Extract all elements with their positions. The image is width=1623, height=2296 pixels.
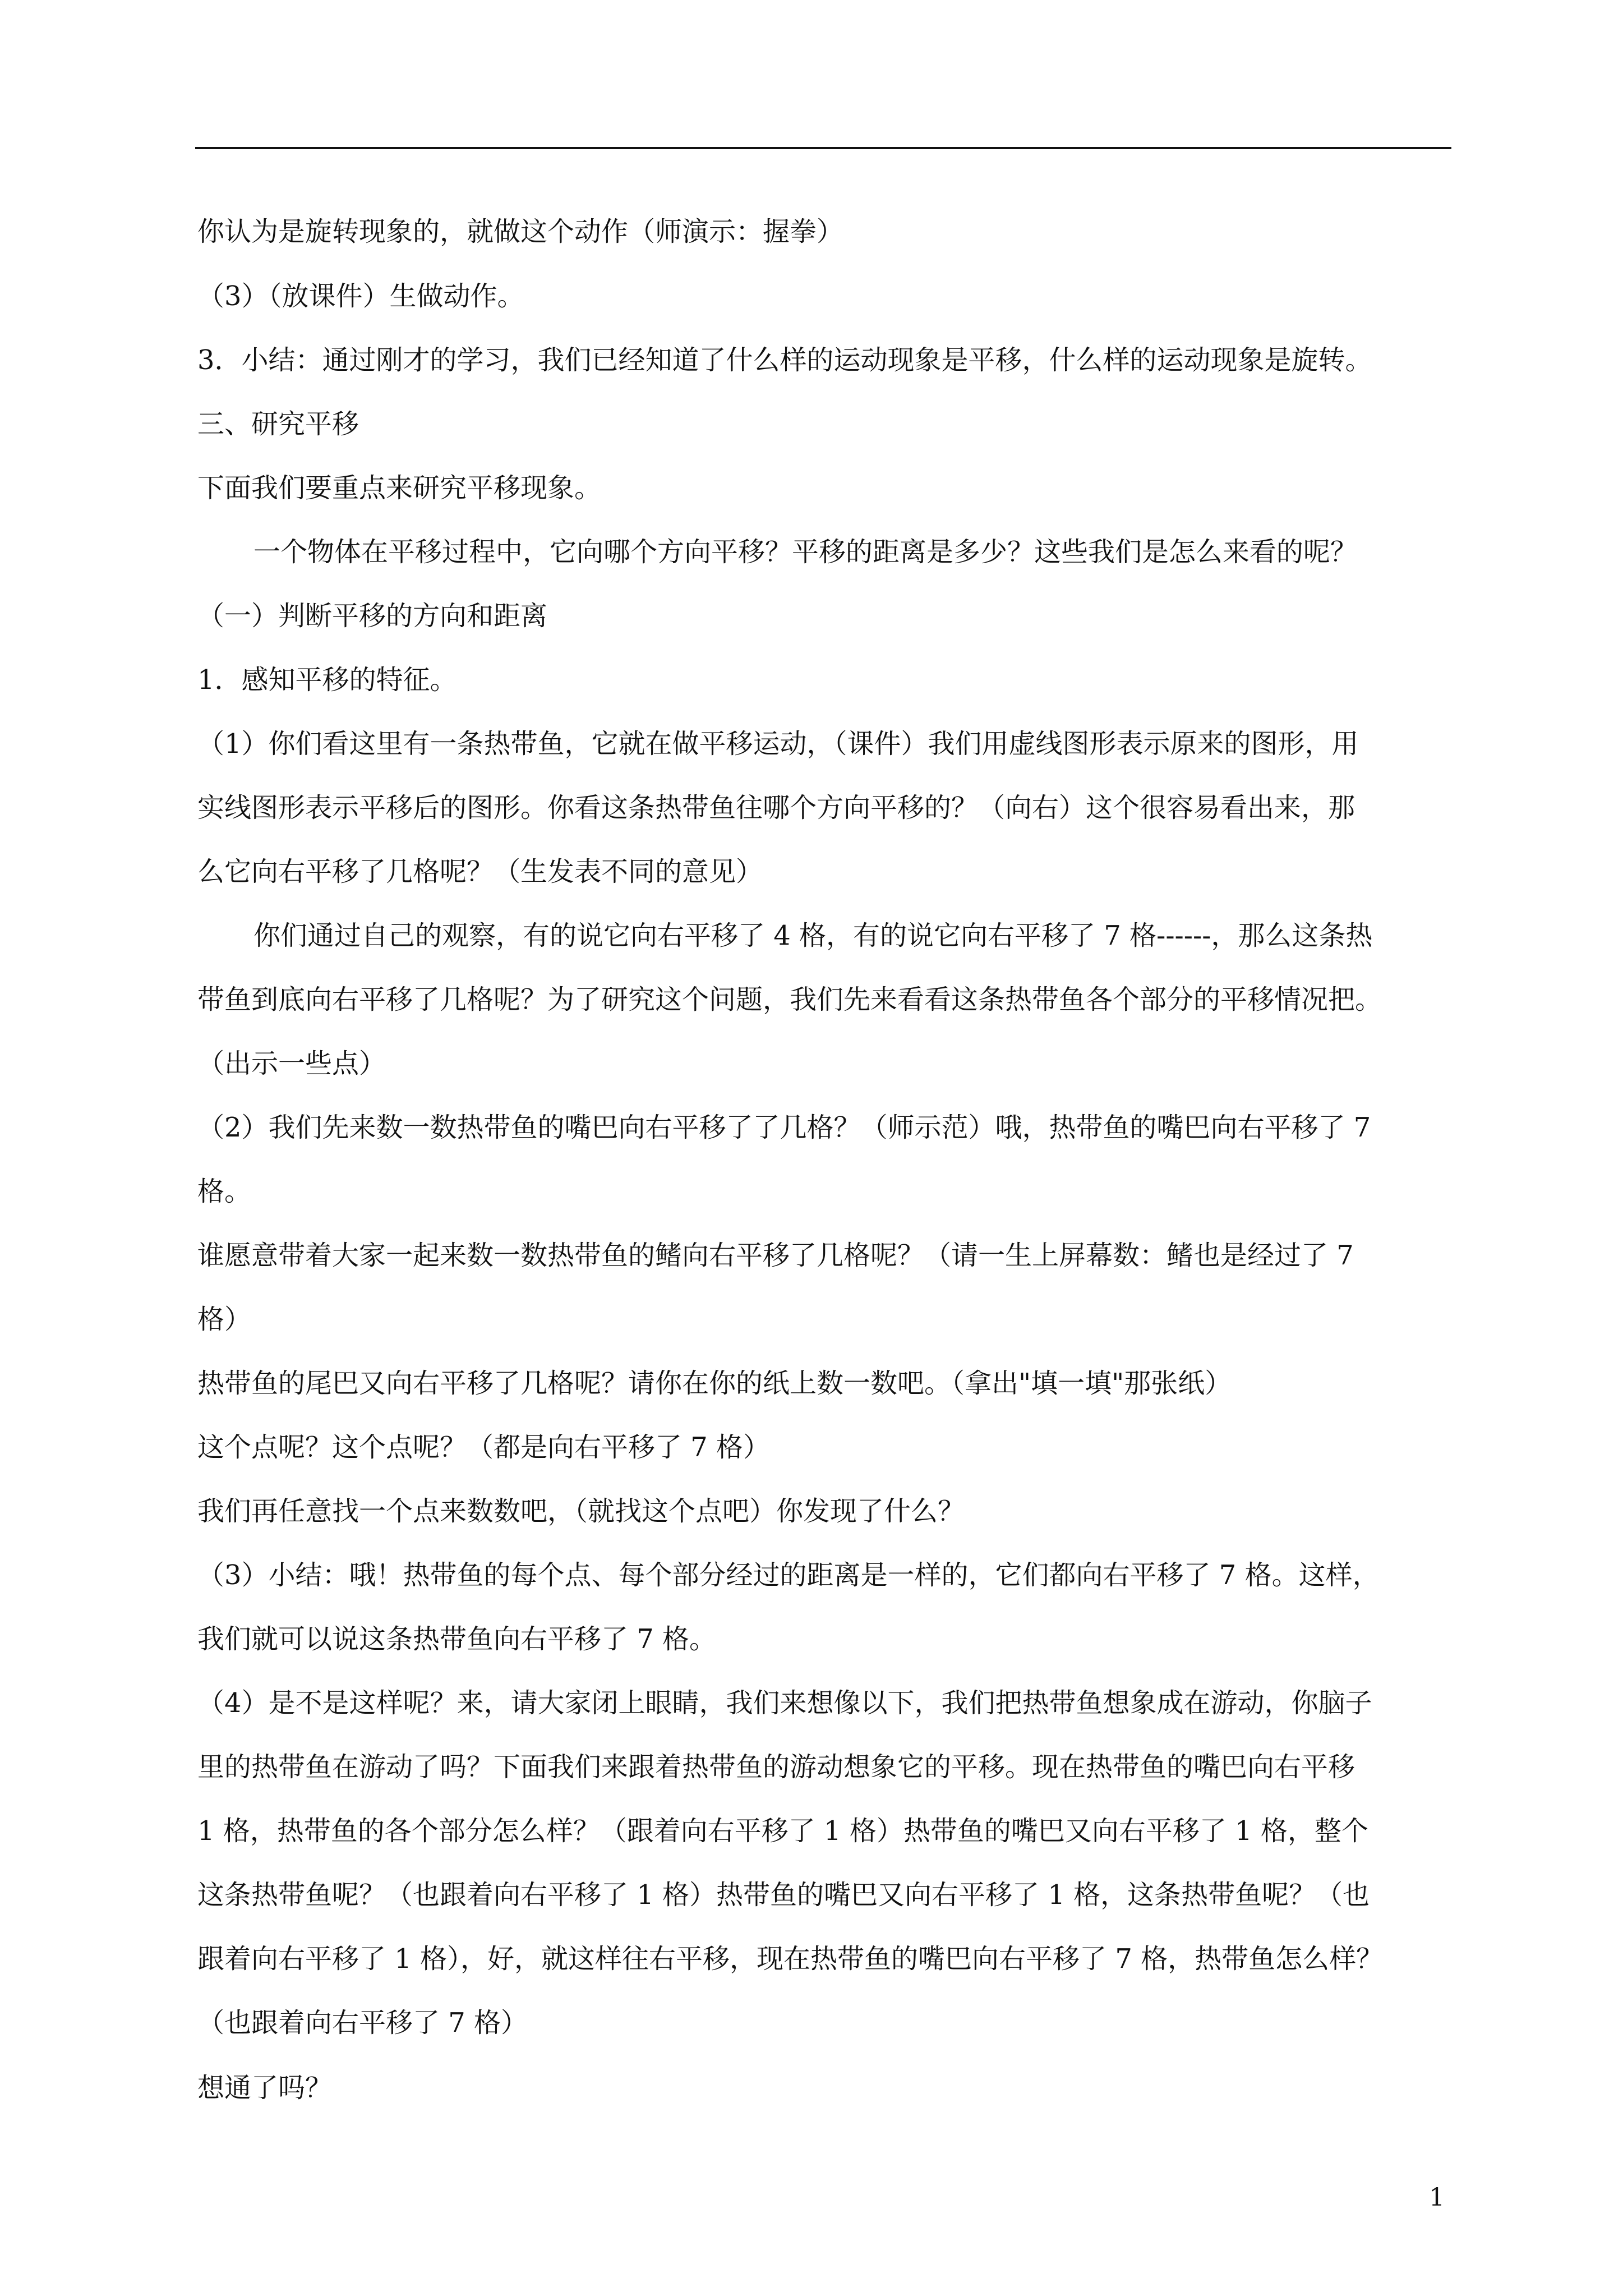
text-line: 跟着向右平移了 1 格），好，就这样往右平移，现在热带鱼的嘴巴向右平移了 7 格，热带鱼怎么样？: [197, 1943, 1384, 1975]
text-line: 带鱼到底向右平移了几格呢？为了研究这个问题，我们先来看看这条热带鱼各个部分的平移情况把。: [197, 984, 1382, 1015]
text-line: 么它向右平移了几格呢？（生发表不同的意见）: [197, 856, 763, 887]
text-line: 想通了吗？: [197, 2072, 333, 2104]
text-line: 3．小结：通过刚才的学习，我们已经知道了什么样的运动现象是平移，什么样的运动现象是旋转。: [197, 344, 1372, 376]
text-line: 格。: [197, 1176, 252, 1207]
text-line: 我们就可以说这条热带鱼向右平移了 7 格。: [197, 1623, 717, 1655]
text-line: （出示一些点）: [197, 1048, 386, 1079]
text-line: （也跟着向右平移了 7 格）: [197, 2007, 528, 2039]
text-line: 谁愿意带着大家一起来数一数热带鱼的鳍向右平移了几格呢？（请一生上屏幕数：鳍也是经过了 7: [197, 1240, 1354, 1271]
page-number: 1: [1429, 2183, 1445, 2212]
text-line: （3）小结：哦！热带鱼的每个点、每个部分经过的距离是一样的，它们都向右平移了 7 格。这样，: [197, 1559, 1380, 1591]
text-line: 下面我们要重点来研究平移现象。: [197, 472, 602, 504]
text-line: 热带鱼的尾巴又向右平移了几格呢？请你在你的纸上数一数吧。（拿出"填一填"那张纸）: [197, 1368, 1232, 1399]
text-line: 你认为是旋转现象的，就做这个动作（师演示：握拳）: [197, 216, 844, 247]
text-line: 你们通过自己的观察，有的说它向右平移了 4 格，有的说它向右平移了 7 格------，那么这条热: [253, 920, 1373, 951]
subsection-heading: （一）判断平移的方向和距离: [197, 600, 548, 632]
text-line: 我们再任意找一个点来数数吧，（就找这个点吧）你发现了什么？: [197, 1496, 965, 1527]
text-line: 一个物体在平移过程中，它向哪个方向平移？平移的距离是多少？这些我们是怎么来看的呢？: [253, 536, 1358, 568]
text-line: 1．感知平移的特征。: [197, 664, 457, 696]
text-line: （3）（放课件）生做动作。: [197, 280, 524, 312]
text-line: （1）你们看这里有一条热带鱼，它就在做平移运动，（课件）我们用虚线图形表示原来的图形，用: [197, 728, 1359, 760]
text-line: 格）: [197, 1304, 252, 1335]
section-heading: 三、研究平移: [197, 408, 359, 440]
text-line: 这条热带鱼呢？（也跟着向右平移了 1 格）热带鱼的嘴巴又向右平移了 1 格，这条热带鱼呢？（也: [197, 1879, 1370, 1911]
text-line: 1 格，热带鱼的各个部分怎么样？（跟着向右平移了 1 格）热带鱼的嘴巴又向右平移了 1 格，整个: [197, 1815, 1368, 1847]
text-line: （4）是不是这样呢？来，请大家闭上眼睛，我们来想像以下，我们把热带鱼想象成在游动，你脑子: [197, 1687, 1372, 1719]
text-line: 这个点呢？这个点呢？（都是向右平移了 7 格）: [197, 1432, 771, 1463]
text-line: 实线图形表示平移后的图形。你看这条热带鱼往哪个方向平移的？（向右）这个很容易看出来，那: [197, 792, 1355, 823]
text-line: 里的热带鱼在游动了吗？下面我们来跟着热带鱼的游动想象它的平移。现在热带鱼的嘴巴向右平移: [197, 1751, 1355, 1783]
text-line: （2）我们先来数一数热带鱼的嘴巴向右平移了了几格？（师示范）哦，热带鱼的嘴巴向右平移了 7: [197, 1112, 1371, 1143]
header-rule: [195, 147, 1451, 149]
